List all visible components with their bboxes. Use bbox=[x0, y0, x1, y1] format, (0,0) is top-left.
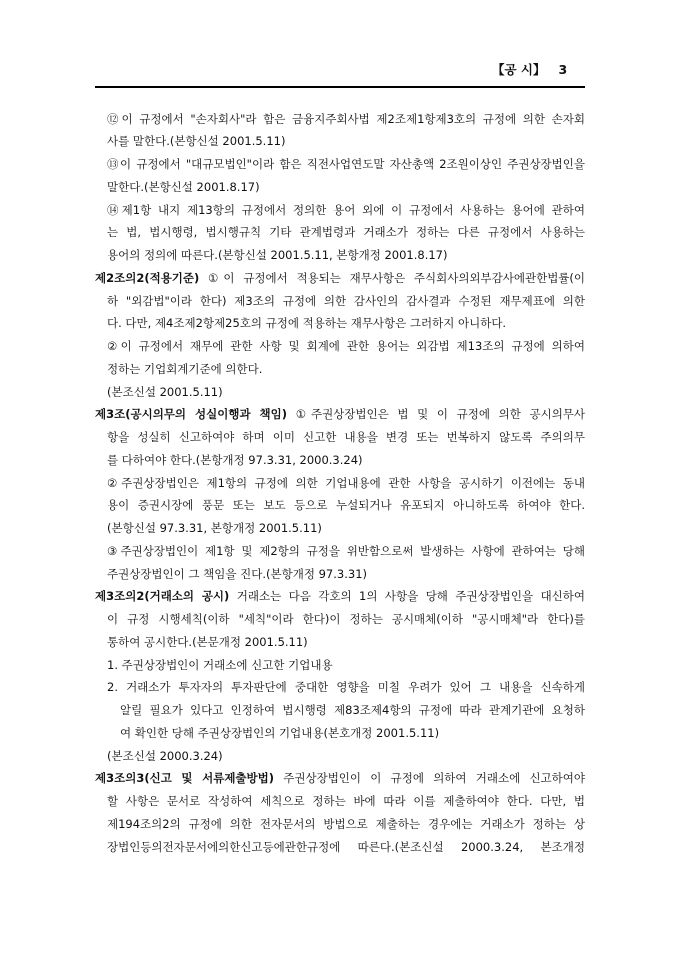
article-title: 제3조의3(신고 및 서류제출방법) bbox=[95, 771, 275, 786]
paragraph-line: 를 다하여야 한다.(본항개정 97.3.31, 2000.3.24) bbox=[107, 452, 363, 467]
revision-note: (본조신설 2000.3.24) bbox=[107, 748, 223, 763]
list-item-line: 여 확인한 당해 주권상장법인의 기업내용(본호개정 2001.5.11) bbox=[120, 725, 440, 740]
paragraph-line: 다. 다만, 제4조제2항제25호의 규정에 적용하는 재무사항은 그러하지 아니하다. bbox=[107, 316, 507, 331]
document-body bbox=[95, 108, 585, 859]
article-heading-line bbox=[95, 767, 585, 790]
paragraph-text: ①주권상장법인은 법 및 이 규정에 의한 공시의무사 bbox=[295, 407, 586, 422]
article bbox=[95, 403, 585, 585]
list-item-line: 알릴 필요가 있다고 인정하여 법시행령 제83조제4항의 규정에 따라 관계기관에 요청하 bbox=[120, 703, 585, 718]
paragraph-line: ⑬이 규정에서 "대규모법인"이라 함은 직전사업연도말 자산총액 2조원이상인 주권상장법인을 bbox=[107, 157, 585, 172]
paragraph-line: 사를 말한다.(본항신설 2001.5.11) bbox=[107, 134, 286, 149]
article-heading-line bbox=[95, 403, 585, 426]
list-item-line: 1. 주권상장법인이 거래소에 신고한 기업내용 bbox=[107, 657, 333, 672]
article bbox=[95, 767, 585, 858]
paragraph-line: 하 "외감법"이라 한다) 제3조의 규정에 의한 감사인의 감사결과 수정된 재무제표에 의한 bbox=[107, 293, 585, 308]
article-heading-line bbox=[95, 585, 585, 608]
article-title: 제3조의2(거래소의 공시) bbox=[95, 589, 230, 604]
paragraph-line: 는 법, 법시행령, 법시행규칙 기타 관계법령과 거래소가 정하는 다른 규정에서 사용하는 bbox=[107, 225, 585, 240]
paragraph bbox=[95, 108, 585, 154]
paragraph-line: ⑭제1항 내지 제13항의 규정에서 정의한 용어 외에 이 규정에서 사용하는 용어에 관하여 bbox=[107, 202, 585, 217]
section-label: 【공 시】 bbox=[492, 62, 546, 77]
list-item bbox=[95, 676, 585, 744]
article-heading-line bbox=[95, 267, 585, 290]
paragraph-line: 제194조의2의 규정에 의한 전자문서의 방법으로 제출하는 경우에는 거래소가 정하는 상 bbox=[107, 816, 585, 831]
paragraph-line: 항을 성실히 신고하여야 하며 이미 신고한 내용을 변경 또는 번복하지 않도록 주의의무 bbox=[107, 430, 585, 445]
paragraph-line: 장법인등의전자문서에의한신고등에관한규정에 따른다.(본조신설 2000.3.24, 본조개정 bbox=[107, 839, 585, 854]
paragraph-line: ⑫이 규정에서 "손자회사"라 함은 금융지주회사법 제2조제1항제3호의 규정에 의한 손자회 bbox=[107, 111, 585, 126]
paragraph-line: 주권상장법인이 그 책임을 진다.(본항개정 97.3.31) bbox=[107, 566, 367, 581]
paragraph-text: 거래소는 다음 각호의 1의 사항을 당해 주권상장법인을 대신하여 bbox=[236, 589, 586, 604]
paragraph-line: 용이 증권시장에 풍문 또는 보도 등으로 누설되거나 유포되지 아니하도록 하여야 한다. bbox=[107, 498, 585, 513]
paragraph-text: 주권상장법인이 이 규정에 의하여 거래소에 신고하여야 bbox=[283, 771, 585, 786]
paragraph bbox=[95, 153, 585, 199]
page-header bbox=[492, 62, 567, 78]
paragraph-line: 통하여 공시한다.(본문개정 2001.5.11) bbox=[107, 634, 308, 649]
paragraph-line: 이 규정 시행세칙(이하 "세칙"이라 한다)이 정하는 공시매체(이하 "공시매체"라 한다)를 bbox=[107, 612, 585, 627]
header-rule bbox=[95, 86, 585, 88]
paragraph-line: 말한다.(본항신설 2001.8.17) bbox=[107, 179, 260, 194]
page-number: 3 bbox=[558, 62, 568, 77]
paragraph-line: 정하는 기업회계기준에 의한다. bbox=[107, 361, 263, 376]
list-item-line: 2. 거래소가 투자자의 투자판단에 중대한 영향을 미칠 우려가 있어 그 내용을 신속하게 bbox=[107, 680, 585, 695]
paragraph-line: ②주권상장법인은 제1항의 규정에 의한 기업내용에 관한 사항을 공시하기 이전에는 동내 bbox=[107, 475, 585, 490]
article-title: 제3조(공시의무의 성실이행과 책임) bbox=[95, 407, 288, 422]
paragraph-line: ③주권상장법인이 제1항 및 제2항의 규정을 위반함으로써 발생하는 사항에 관하여는 당해 bbox=[107, 543, 585, 558]
paragraph-line: 할 사항은 문서로 작성하여 세칙으로 정하는 바에 따라 이를 제출하여야 한다. 다만, 법 bbox=[107, 794, 585, 809]
paragraph bbox=[95, 199, 585, 267]
paragraph-line: 용어의 정의에 따른다.(본항신설 2001.5.11, 본항개정 2001.8.17) bbox=[107, 248, 448, 263]
revision-note: (본조신설 2001.5.11) bbox=[107, 384, 223, 399]
article bbox=[95, 585, 585, 767]
paragraph-text: ①이 규정에서 적용되는 재무사항은 주식회사의외부감사에관한법률(이 bbox=[208, 270, 586, 285]
paragraph-line: ②이 규정에서 재무에 관한 사항 및 회계에 관한 용어는 외감법 제13조의 규정에 의하여 bbox=[107, 339, 585, 354]
article bbox=[95, 267, 585, 404]
article-title: 제2조의2(적용기준) bbox=[95, 270, 200, 285]
revision-note: (본항신설 97.3.31, 본항개정 2001.5.11) bbox=[107, 521, 322, 536]
list-item bbox=[95, 654, 585, 677]
